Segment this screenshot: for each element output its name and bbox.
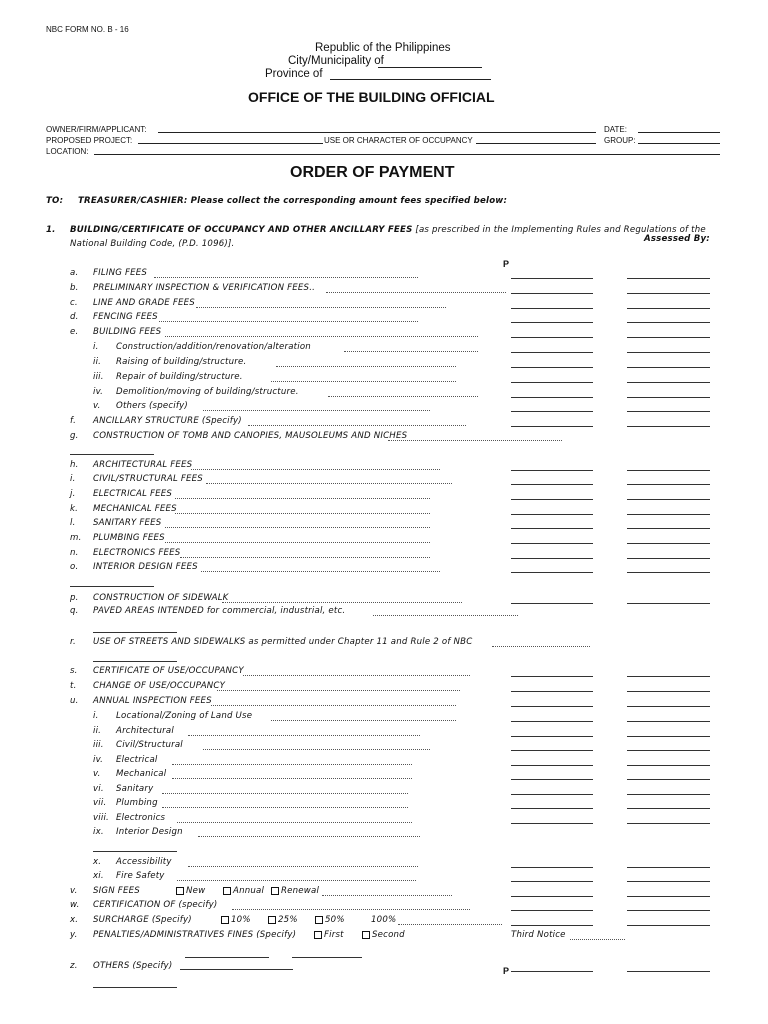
item-p-label: CONSTRUCTION OF SIDEWALK xyxy=(93,593,229,603)
item-u-amount-blank[interactable] xyxy=(511,706,593,707)
item-h-assessed-blank[interactable] xyxy=(627,470,710,471)
sign-new-checkbox[interactable] xyxy=(176,887,184,895)
sign-annual-label: Annual xyxy=(233,886,265,896)
item-u7-letter: vii. xyxy=(93,798,107,808)
continuation-blank-3[interactable] xyxy=(93,632,177,633)
item-c-leader xyxy=(196,299,446,308)
item-d-letter: d. xyxy=(70,312,79,322)
item-u9-label: Interior Design xyxy=(116,827,183,837)
item-s-letter: s. xyxy=(70,666,78,676)
item-d-label: FENCING FEES xyxy=(93,312,158,322)
item-f-leader xyxy=(248,417,466,426)
item-u11-assessed-blank[interactable] xyxy=(627,881,710,882)
item-w-letter: w. xyxy=(70,900,80,910)
surcharge-50-label: 50% xyxy=(325,915,345,925)
item-n-letter: n. xyxy=(70,548,79,558)
item-e-leader xyxy=(165,328,478,337)
group-label: GROUP: xyxy=(604,136,636,145)
surcharge-50-checkbox[interactable] xyxy=(315,916,323,924)
item-u2-amount-blank[interactable] xyxy=(511,736,593,737)
item-m-letter: m. xyxy=(70,533,82,543)
item-e-label: BUILDING FEES xyxy=(93,327,162,337)
item-k-amount-blank[interactable] xyxy=(511,514,593,515)
item-r-letter: r. xyxy=(70,637,76,647)
owner-blank[interactable] xyxy=(158,132,596,133)
use-label: USE OR CHARACTER OF OCCUPANCY xyxy=(324,136,473,145)
item-e1-letter: i. xyxy=(93,342,99,352)
item-f-label: ANCILLARY STRUCTURE (Specify) xyxy=(93,416,242,426)
sign-renewal-label: Renewal xyxy=(281,886,320,896)
item-k-assessed-blank[interactable] xyxy=(627,514,710,515)
penalty-second-label: Second xyxy=(372,930,405,940)
item-c-amount-blank[interactable] xyxy=(511,308,593,309)
group-blank[interactable] xyxy=(638,143,720,144)
item-e3-assessed-blank[interactable] xyxy=(627,382,710,383)
item-j-letter: j. xyxy=(70,489,76,499)
continuation-blank-4[interactable] xyxy=(93,661,177,662)
date-blank[interactable] xyxy=(638,132,720,133)
item-g-leader xyxy=(388,432,562,441)
item-u-letter: u. xyxy=(70,696,79,706)
item-u5-amount-blank[interactable] xyxy=(511,779,593,780)
item-b-amount-blank[interactable] xyxy=(511,293,593,294)
item-o-leader xyxy=(201,563,440,572)
item-t-label: CHANGE OF USE/OCCUPANCY xyxy=(93,681,226,691)
item-u8-label: Electronics xyxy=(116,813,166,823)
item-k-leader xyxy=(175,505,430,514)
item-e4-amount-blank[interactable] xyxy=(511,397,593,398)
item-u3-label: Civil/Structural xyxy=(116,740,183,750)
item-u6-label: Sanitary xyxy=(116,784,154,794)
item-u6-amount-blank[interactable] xyxy=(511,794,593,795)
item-u9-letter: ix. xyxy=(93,827,104,837)
continuation-blank-1[interactable] xyxy=(70,454,154,455)
item-i-label: CIVIL/STRUCTURAL FEES xyxy=(93,474,203,484)
item-v-label: SIGN FEES xyxy=(93,886,140,896)
item-u2-assessed-blank[interactable] xyxy=(627,736,710,737)
item-t-letter: t. xyxy=(70,681,77,691)
item-u8-amount-blank[interactable] xyxy=(511,823,593,824)
item-e5-label: Others (specify) xyxy=(116,401,188,411)
item-u-label: ANNUAL INSPECTION FEES xyxy=(93,696,212,706)
item-a-label: FILING FEES xyxy=(93,268,148,278)
item-p-assessed-blank[interactable] xyxy=(627,603,710,604)
item-z-amount-blank[interactable] xyxy=(511,971,593,972)
item-w-assessed-blank[interactable] xyxy=(627,910,710,911)
item-o-assessed-blank[interactable] xyxy=(627,572,710,573)
item-e3-label: Repair of building/structure. xyxy=(116,372,243,382)
item-u7-assessed-blank[interactable] xyxy=(627,808,710,809)
item-h-leader xyxy=(191,461,440,470)
item-v-letter: v. xyxy=(70,886,78,896)
surcharge-100-label: 100% xyxy=(371,915,397,925)
item-w-label: CERTIFICATION OF (specify) xyxy=(93,900,218,910)
item-e4-leader xyxy=(328,388,478,397)
to-label: TO: xyxy=(46,196,64,206)
item-u7-label: Plumbing xyxy=(116,798,158,808)
item-i-leader xyxy=(206,475,452,484)
item-c-assessed-blank[interactable] xyxy=(627,308,710,309)
item-e2-amount-blank[interactable] xyxy=(511,367,593,368)
project-label: PROPOSED PROJECT: xyxy=(46,136,133,145)
item-y-leader xyxy=(570,931,625,940)
item-u5-label: Mechanical xyxy=(116,769,167,779)
item-o-letter: o. xyxy=(70,562,79,572)
surcharge-10-checkbox[interactable] xyxy=(221,916,229,924)
item-i-amount-blank[interactable] xyxy=(511,484,593,485)
item-z-assessed-blank-2[interactable] xyxy=(627,971,710,972)
item-q-leader xyxy=(373,607,518,616)
item-e1-amount-blank[interactable] xyxy=(511,352,593,353)
item-d-assessed-blank[interactable] xyxy=(627,322,710,323)
item-g-letter: g. xyxy=(70,431,79,441)
item-s-leader xyxy=(243,667,470,676)
item-q-letter: q. xyxy=(70,606,79,616)
item-e1-leader xyxy=(344,343,478,352)
item-u10-letter: x. xyxy=(93,857,102,867)
item-l-amount-blank[interactable] xyxy=(511,528,593,529)
item-e2-label: Raising of building/structure. xyxy=(116,357,247,367)
item-e1-assessed-blank[interactable] xyxy=(627,352,710,353)
item-r-leader xyxy=(492,638,590,647)
city-label: City/Municipality of xyxy=(288,55,384,67)
item-u6-letter: vi. xyxy=(93,784,104,794)
item-u8-leader xyxy=(177,814,412,823)
item-d-leader xyxy=(159,313,418,322)
location-label: LOCATION: xyxy=(46,147,89,156)
item-h-label: ARCHITECTURAL FEES xyxy=(93,460,193,470)
section-number: 1. xyxy=(46,225,56,235)
penalty-third-label: Third Notice xyxy=(511,930,566,940)
item-q-label: PAVED AREAS INTENDED for commercial, industrial, etc. xyxy=(93,606,346,616)
item-g-label: CONSTRUCTION OF TOMB AND CANOPIES, MAUSOLEUMS AND NICHES xyxy=(93,431,408,441)
item-s-label: CERTIFICATE OF USE/OCCUPANCY xyxy=(93,666,244,676)
item-v-leader xyxy=(322,887,452,896)
item-o-amount-blank[interactable] xyxy=(511,572,593,573)
item-u2-leader xyxy=(188,727,420,736)
item-b-letter: b. xyxy=(70,283,79,293)
item-e-amount-blank[interactable] xyxy=(511,337,593,338)
item-u8-letter: viii. xyxy=(93,813,109,823)
item-u5-leader xyxy=(172,770,412,779)
item-u7-amount-blank[interactable] xyxy=(511,808,593,809)
item-s-assessed-blank[interactable] xyxy=(627,676,710,677)
owner-label: OWNER/FIRM/APPLICANT: xyxy=(46,125,147,134)
item-l-leader xyxy=(165,519,430,528)
item-u11-amount-blank[interactable] xyxy=(511,881,593,882)
item-k-letter: k. xyxy=(70,504,79,514)
item-a-assessed-blank[interactable] xyxy=(627,278,710,279)
item-e2-assessed-blank[interactable] xyxy=(627,367,710,368)
item-e5-letter: v. xyxy=(93,401,101,411)
item-u8-assessed-blank[interactable] xyxy=(627,823,710,824)
item-r-label: USE OF STREETS AND SIDEWALKS as permitted under Chapter 11 and Rule 2 of NBC xyxy=(93,637,473,647)
item-e5-leader xyxy=(203,402,430,411)
item-u5-letter: v. xyxy=(93,769,101,779)
item-p-letter: p. xyxy=(70,593,79,603)
item-j-amount-blank[interactable] xyxy=(511,499,593,500)
item-d-amount-blank[interactable] xyxy=(511,322,593,323)
item-u4-leader xyxy=(172,756,412,765)
item-x-label: SURCHARGE (Specify) xyxy=(93,915,192,925)
item-l-assessed-blank[interactable] xyxy=(627,528,710,529)
item-u-assessed-blank[interactable] xyxy=(627,706,710,707)
item-x-letter: x. xyxy=(70,915,79,925)
section-heading-bold: BUILDING/CERTIFICATE OF OCCUPANCY AND OTHER ANCILLARY FEES xyxy=(70,225,413,235)
item-u11-leader xyxy=(177,872,416,881)
item-n-assessed-blank[interactable] xyxy=(627,558,710,559)
item-p-amount-blank[interactable] xyxy=(511,603,593,604)
item-b-label: PRELIMINARY INSPECTION & VERIFICATION FEES.. xyxy=(93,283,316,293)
item-y-label: PENALTIES/ADMINISTRATIVES FINES (Specify) xyxy=(93,930,297,940)
item-e3-leader xyxy=(271,373,456,382)
office-title: OFFICE OF THE BUILDING OFFICIAL xyxy=(248,89,495,105)
item-s-amount-blank[interactable] xyxy=(511,676,593,677)
item-a-amount-blank[interactable] xyxy=(511,278,593,279)
item-u3-letter: iii. xyxy=(93,740,104,750)
item-h-amount-blank[interactable] xyxy=(511,470,593,471)
section-heading xyxy=(70,225,706,235)
item-a-leader xyxy=(154,269,418,278)
to-text: TREASURER/CASHIER: Please collect the corresponding amount fees specified below: xyxy=(78,196,508,206)
item-j-label: ELECTRICAL FEES xyxy=(93,489,173,499)
sign-renewal-checkbox[interactable] xyxy=(271,887,279,895)
item-e4-label: Demolition/moving of building/structure. xyxy=(116,387,299,397)
item-c-label: LINE AND GRADE FEES xyxy=(93,298,195,308)
item-f-assessed-blank[interactable] xyxy=(627,426,710,427)
item-e5-assessed-blank[interactable] xyxy=(627,411,710,412)
item-u11-letter: xi. xyxy=(93,871,104,881)
section-heading-rest: [as prescribed in the Implementing Rules and Regulations of the xyxy=(415,225,706,235)
assessed-by-label: Assessed By: xyxy=(644,234,710,244)
item-t-amount-blank[interactable] xyxy=(511,691,593,692)
item-e5-amount-blank[interactable] xyxy=(511,411,593,412)
penalty-first-checkbox[interactable] xyxy=(314,931,322,939)
sign-new-label: New xyxy=(186,886,206,896)
item-x-assessed-blank[interactable] xyxy=(627,925,710,926)
item-n-leader xyxy=(180,549,430,558)
item-f-amount-blank[interactable] xyxy=(511,426,593,427)
item-m-leader xyxy=(165,534,430,543)
item-n-amount-blank[interactable] xyxy=(511,558,593,559)
project-blank[interactable] xyxy=(138,143,323,144)
item-j-assessed-blank[interactable] xyxy=(627,499,710,500)
item-u3-leader xyxy=(203,741,430,750)
item-i-letter: i. xyxy=(70,474,76,484)
item-v-assessed-blank[interactable] xyxy=(627,896,710,897)
item-u7-leader xyxy=(162,799,408,808)
form-number: NBC FORM NO. B - 16 xyxy=(46,25,129,34)
continuation-blank-5[interactable] xyxy=(93,851,177,852)
item-u5-assessed-blank[interactable] xyxy=(627,779,710,780)
continuation-blank-8[interactable] xyxy=(93,987,177,988)
location-blank[interactable] xyxy=(94,154,720,155)
item-e2-letter: ii. xyxy=(93,357,102,367)
item-w-amount-blank[interactable] xyxy=(511,910,593,911)
item-u9-leader xyxy=(198,828,420,837)
item-u4-letter: iv. xyxy=(93,755,104,765)
item-u-leader xyxy=(211,697,456,706)
item-u3-assessed-blank[interactable] xyxy=(627,750,710,751)
item-y-letter: y. xyxy=(70,930,78,940)
penalty-second-checkbox[interactable] xyxy=(362,931,370,939)
document-title: ORDER OF PAYMENT xyxy=(290,164,455,181)
item-u10-amount-blank[interactable] xyxy=(511,867,593,868)
continuation-blank-2[interactable] xyxy=(70,586,154,587)
item-z-letter: z. xyxy=(70,961,78,971)
peso-sign-bottom: P xyxy=(503,966,510,976)
item-x-amount-blank[interactable] xyxy=(511,925,593,926)
surcharge-25-label: 25% xyxy=(278,915,298,925)
item-k-label: MECHANICAL FEES xyxy=(93,504,177,514)
item-u4-amount-blank[interactable] xyxy=(511,765,593,766)
item-m-label: PLUMBING FEES xyxy=(93,533,165,543)
city-blank[interactable] xyxy=(378,67,482,68)
item-z-specify-blank[interactable] xyxy=(180,969,293,970)
peso-sign: P xyxy=(503,259,510,269)
item-u4-assessed-blank[interactable] xyxy=(627,765,710,766)
section-heading-line2: National Building Code, (P.D. 1096)]. xyxy=(70,239,235,249)
item-e4-assessed-blank[interactable] xyxy=(627,397,710,398)
item-o-label: INTERIOR DESIGN FEES xyxy=(93,562,198,572)
item-f-letter: f. xyxy=(70,416,77,426)
item-z-label: OTHERS (Specify) xyxy=(93,961,173,971)
item-v-amount-blank[interactable] xyxy=(511,896,593,897)
item-w-leader xyxy=(232,901,470,910)
surcharge-10-label: 10% xyxy=(231,915,251,925)
item-e-assessed-blank[interactable] xyxy=(627,337,710,338)
use-blank[interactable] xyxy=(476,143,596,144)
surcharge-25-checkbox[interactable] xyxy=(268,916,276,924)
item-u4-label: Electrical xyxy=(116,755,158,765)
item-u2-letter: ii. xyxy=(93,726,102,736)
item-u2-label: Architectural xyxy=(116,726,174,736)
item-u1-leader xyxy=(271,712,456,721)
continuation-blank-6[interactable] xyxy=(185,957,269,958)
item-e-letter: e. xyxy=(70,327,79,337)
continuation-blank-7[interactable] xyxy=(292,957,362,958)
item-u6-leader xyxy=(162,785,408,794)
item-x-leader xyxy=(398,916,502,925)
item-e1-label: Construction/addition/renovation/alteration xyxy=(116,342,311,352)
item-u1-assessed-blank[interactable] xyxy=(627,721,710,722)
sign-annual-checkbox[interactable] xyxy=(223,887,231,895)
republic-text: Republic of the Philippines xyxy=(315,42,451,54)
item-e3-amount-blank[interactable] xyxy=(511,382,593,383)
item-u10-label: Accessibility xyxy=(116,857,172,867)
item-u1-label: Locational/Zoning of Land Use xyxy=(116,711,253,721)
province-label: Province of xyxy=(265,68,323,80)
item-b-leader xyxy=(326,284,506,293)
item-u11-label: Fire Safety xyxy=(116,871,165,881)
item-h-letter: h. xyxy=(70,460,79,470)
province-blank[interactable] xyxy=(330,79,491,80)
item-t-assessed-blank[interactable] xyxy=(627,691,710,692)
item-c-letter: c. xyxy=(70,298,78,308)
item-u6-assessed-blank[interactable] xyxy=(627,794,710,795)
item-m-assessed-blank[interactable] xyxy=(627,543,710,544)
item-m-amount-blank[interactable] xyxy=(511,543,593,544)
item-n-label: ELECTRONICS FEES xyxy=(93,548,181,558)
item-t-leader xyxy=(217,682,460,691)
item-u10-leader xyxy=(188,858,418,867)
item-u1-letter: i. xyxy=(93,711,99,721)
item-e3-letter: iii. xyxy=(93,372,104,382)
item-e2-leader xyxy=(276,358,456,367)
item-l-label: SANITARY FEES xyxy=(93,518,162,528)
item-l-letter: l. xyxy=(70,518,76,528)
item-u10-assessed-blank[interactable] xyxy=(627,867,710,868)
item-e4-letter: iv. xyxy=(93,387,104,397)
item-j-leader xyxy=(175,490,430,499)
item-u1-amount-blank[interactable] xyxy=(511,721,593,722)
item-p-leader xyxy=(222,594,462,603)
item-a-letter: a. xyxy=(70,268,79,278)
item-b-assessed-blank[interactable] xyxy=(627,293,710,294)
item-u3-amount-blank[interactable] xyxy=(511,750,593,751)
item-i-assessed-blank[interactable] xyxy=(627,484,710,485)
penalty-first-label: First xyxy=(324,930,344,940)
date-label: DATE: xyxy=(604,125,627,134)
